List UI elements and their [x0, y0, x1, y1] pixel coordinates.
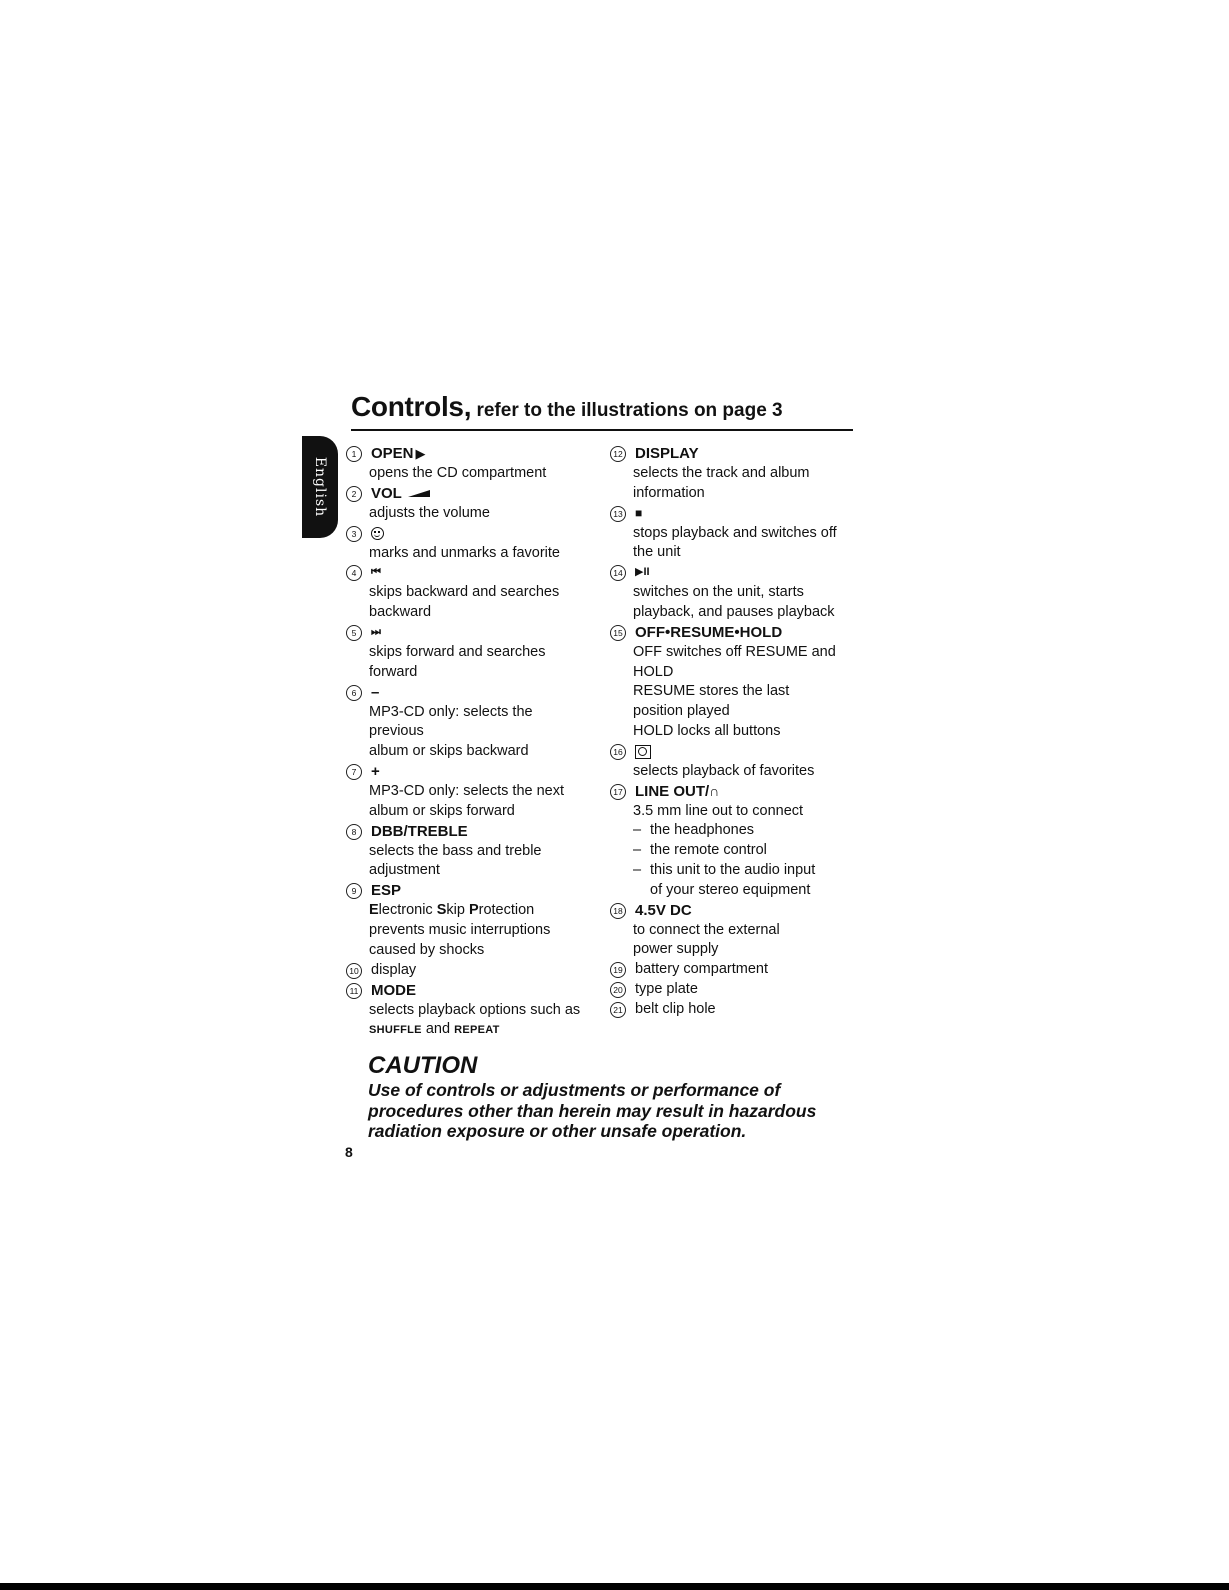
item-desc: backward — [369, 604, 432, 621]
item-number: 16 — [610, 744, 626, 760]
item-desc: MP3-CD only: selects the previous — [369, 703, 533, 740]
item-desc: playback, and pauses playback — [633, 603, 835, 620]
control-item-esp — [346, 881, 586, 960]
item-desc: skips backward and searches — [369, 584, 560, 601]
smiley-icon — [371, 527, 384, 540]
item-desc: caused by shocks — [369, 941, 485, 958]
control-item-display-screen — [346, 961, 586, 981]
bullet-item: – the remote control — [633, 842, 767, 859]
item-desc: selects playback of favorites — [633, 762, 815, 779]
page-number: 8 — [345, 1144, 353, 1160]
item-label: – — [371, 683, 380, 701]
mode-options: SHUFFLE and REPEAT — [369, 1021, 500, 1038]
item-desc: skips forward and searches — [369, 643, 546, 660]
item-number: 6 — [346, 685, 362, 701]
caution-text: Use of controls or adjustments or performance of procedures other than herein may result in hazardous radiation exposure or other unsafe operation. — [368, 1080, 817, 1141]
item-label: OFF•RESUME•HOLD — [635, 623, 783, 641]
item-desc: HOLD locks all buttons — [633, 722, 781, 739]
item-desc: to connect the external — [633, 921, 780, 938]
control-item-skip-back — [346, 563, 586, 623]
item-desc: switches on the unit, starts — [633, 584, 804, 601]
controls-list-right — [610, 444, 860, 1020]
item-number: 2 — [346, 486, 362, 502]
item-label: 4.5V DC — [635, 901, 692, 919]
item-desc: 3.5 mm line out to connect — [633, 802, 804, 819]
control-item-play-pause — [610, 563, 860, 623]
control-item-skip-forward — [346, 623, 586, 683]
item-number: 19 — [610, 962, 626, 978]
item-label: LINE OUT/ — [635, 782, 710, 800]
skip-back-icon: ⏮ — [371, 566, 381, 579]
item-desc: adjusts the volume — [369, 504, 490, 521]
item-number: 20 — [610, 982, 626, 998]
item-label: MODE — [371, 981, 416, 999]
control-item-type-plate — [610, 980, 860, 1000]
control-item-dbb-treble — [346, 822, 586, 882]
item-number: 7 — [346, 764, 362, 780]
item-desc: display — [371, 961, 417, 978]
language-tab — [302, 436, 338, 538]
control-item-minus — [346, 683, 586, 762]
control-item-open — [346, 444, 586, 484]
item-desc: MP3-CD only: selects the next — [369, 782, 565, 799]
item-desc: position played — [633, 703, 730, 720]
control-item-favorite — [346, 524, 586, 564]
item-desc: information — [633, 484, 705, 501]
caution-block — [368, 1052, 848, 1142]
item-label: DBB/TREBLE — [371, 822, 468, 840]
item-number: 14 — [610, 565, 626, 581]
skip-forward-icon: ⏭ — [371, 626, 381, 639]
page-bottom-bar — [0, 1583, 1229, 1590]
page-title — [351, 391, 853, 431]
control-item-line-out — [610, 782, 860, 901]
control-item-mode — [346, 981, 586, 1042]
item-desc: album or skips forward — [369, 802, 515, 819]
item-number: 18 — [610, 903, 626, 919]
headphones-icon: ∩ — [709, 782, 720, 799]
control-item-stop — [610, 504, 860, 564]
item-desc: HOLD — [633, 663, 674, 680]
item-label: VOL — [371, 484, 402, 502]
favorites-icon — [635, 745, 651, 759]
bullet-item: – the headphones — [633, 822, 755, 839]
item-desc: adjustment — [369, 862, 440, 879]
item-number: 3 — [346, 526, 362, 542]
item-desc: forward — [369, 663, 418, 680]
control-item-favorites — [610, 742, 860, 782]
bullet-continuation: of your stereo equipment — [650, 881, 811, 898]
volume-wedge-icon — [408, 490, 430, 497]
item-number: 9 — [346, 883, 362, 899]
play-pause-icon: ▶II — [635, 566, 650, 579]
control-item-display — [610, 444, 860, 504]
item-number: 11 — [346, 983, 362, 999]
item-desc: selects playback options such as — [369, 1001, 581, 1018]
item-desc: marks and unmarks a favorite — [369, 544, 560, 561]
item-number: 10 — [346, 963, 362, 979]
item-number: 8 — [346, 824, 362, 840]
item-desc: power supply — [633, 941, 719, 958]
item-desc: prevents music interruptions — [369, 921, 551, 938]
control-item-dc-in — [610, 901, 860, 961]
item-desc: opens the CD compartment — [369, 465, 547, 481]
item-label: DISPLAY — [635, 445, 699, 463]
item-number: 21 — [610, 1002, 626, 1018]
item-desc: battery compartment — [635, 961, 768, 978]
title-subtitle: refer to the illustrations on page 3 — [471, 400, 783, 421]
item-number: 15 — [610, 625, 626, 641]
item-number: 12 — [610, 446, 626, 462]
caution-title: CAUTION — [368, 1052, 478, 1079]
language-tab-label: English — [312, 456, 328, 518]
item-desc: OFF switches off RESUME and — [633, 643, 836, 660]
item-desc: RESUME stores the last — [633, 683, 790, 700]
item-desc: the unit — [633, 544, 681, 561]
control-item-plus — [346, 762, 586, 822]
control-item-belt-clip — [610, 1000, 860, 1020]
control-item-battery — [610, 960, 860, 980]
item-desc: stops playback and switches off — [633, 524, 837, 541]
control-item-vol — [346, 484, 586, 524]
control-item-off-resume-hold — [610, 623, 860, 742]
item-desc: selects the track and album — [633, 465, 810, 481]
item-desc: selects the bass and treble — [369, 842, 542, 859]
stop-square-icon: ■ — [635, 505, 643, 520]
item-label: ESP — [371, 882, 402, 900]
item-number: 17 — [610, 784, 626, 800]
bullet-item: – this unit to the audio input — [633, 861, 816, 878]
item-number: 13 — [610, 506, 626, 522]
item-number: 1 — [346, 446, 362, 462]
item-label: OPEN — [371, 445, 414, 463]
item-desc: album or skips backward — [369, 743, 529, 760]
item-label: + — [371, 763, 380, 781]
item-desc: type plate — [635, 981, 698, 998]
esp-expansion: Electronic Skip Protection — [369, 902, 535, 919]
item-number: 5 — [346, 625, 362, 641]
item-desc: belt clip hole — [635, 1001, 716, 1018]
title-main: Controls, — [351, 391, 472, 422]
play-triangle-icon: ▶ — [415, 446, 426, 462]
controls-list-left — [346, 444, 586, 1041]
item-number: 4 — [346, 565, 362, 581]
